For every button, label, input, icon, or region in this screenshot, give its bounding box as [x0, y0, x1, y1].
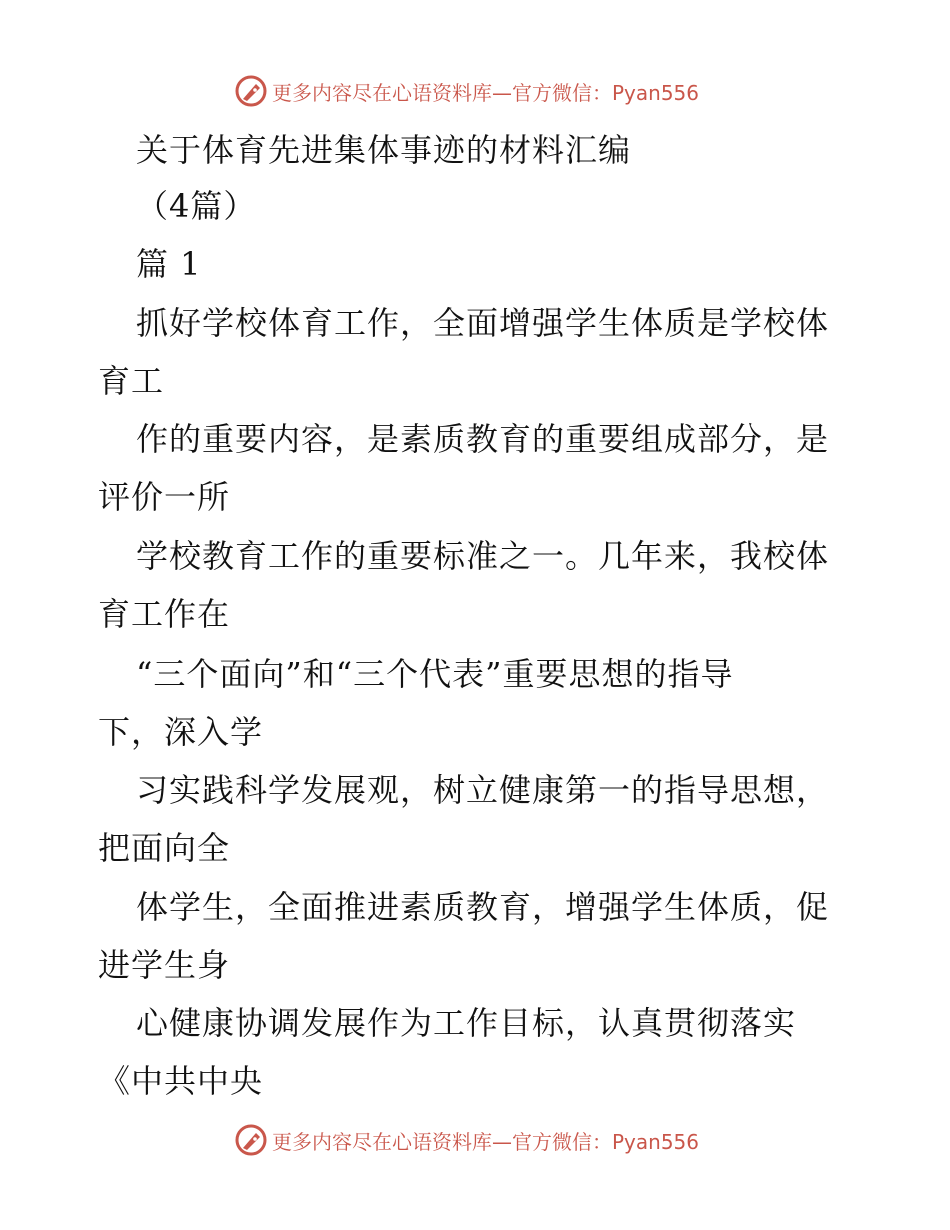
watermark-text: 更多内容尽在心语资料库—官方微信：Pyan556	[272, 80, 700, 105]
paragraph-line: 体学生，全面推进素质教育，增强学生体质，促	[136, 888, 830, 926]
footer-watermark	[234, 1120, 699, 1160]
paragraph-line: 《中共中央	[98, 1062, 264, 1100]
section-heading: 篇 1	[136, 245, 202, 283]
document-title: 关于体育先进集体事迹的材料汇编	[136, 131, 632, 169]
watermark-text: 更多内容尽在心语资料库—官方微信：Pyan556	[272, 1129, 700, 1154]
document-subtitle: （4篇）	[136, 187, 257, 225]
paragraph-line: 学校教育工作的重要标准之一。几年来，我校体	[136, 537, 830, 575]
paragraph-line: 把面向全	[98, 829, 231, 867]
paragraph-line: “三个面向”和“三个代表”重要思想的指导	[136, 655, 734, 693]
paragraph-line: 习实践科学发展观，树立健康第一的指导思想，	[136, 771, 830, 809]
pen-nib-seal-icon	[234, 1123, 268, 1157]
paragraph-line: 进学生身	[98, 946, 231, 984]
paragraph-line: 评价一所	[98, 478, 231, 516]
paragraph-line: 作的重要内容，是素质教育的重要组成部分，是	[136, 420, 830, 458]
paragraph-line: 抓好学校体育工作，全面增强学生体质是学校体	[136, 304, 830, 342]
paragraph-line: 心健康协调发展作为工作目标，认真贯彻落实	[136, 1004, 797, 1042]
paragraph-line: 育工作在	[98, 595, 231, 633]
paragraph-line: 下，深入学	[98, 713, 264, 751]
paragraph-line: 育工	[98, 362, 165, 400]
